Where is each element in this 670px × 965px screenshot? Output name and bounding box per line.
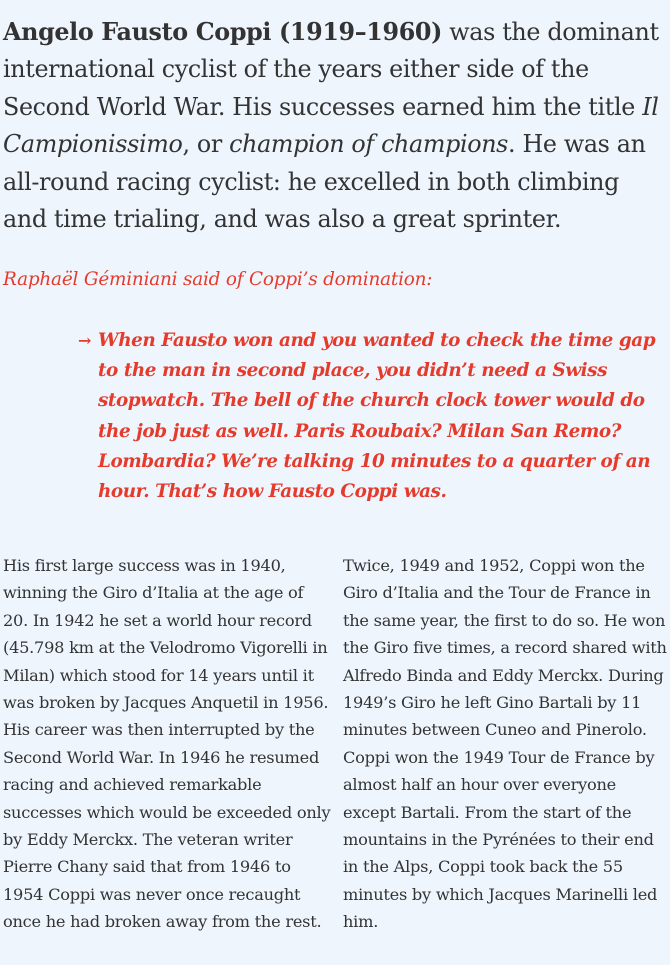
- quote-ending: That’s how Fausto Coppi was.: [155, 481, 447, 503]
- title-italian: Il Campionissimo: [3, 92, 659, 159]
- subject-name: Angelo Fausto Coppi (1919–1960): [3, 18, 443, 46]
- quote-intro: Raphaël Géminiani said of Coppi’s domination:: [3, 269, 433, 290]
- column-left: His first large success was in 1940, winning the Giro d’Italia at the age of 20. In 1942 he set a world hour record (45.798 km at the Velodromo Vigorelli in Milan) which stood for 14 years until it was broken by Jacques Anquetil in 1956. His career was then interrupted by the Second World War. In 1946 he resumed racing and achieved remarkable successes which would be exceeded only by Eddy Merckx. The veteran writer Pierre Chany said that from 1946 to 1954 Coppi was never once recaught once he had broken away from the rest.: [3, 556, 331, 932]
- column-right: Twice, 1949 and 1952, Coppi won the Giro d’Italia and the Tour de France in the same year, the first to do so. He won the Giro five times, a record shared with Alfredo Binda and Eddy Merckx. During 1949’s Giro he left Gino Bartali by 11 minutes between Cuneo and Pinerolo. Coppi won the 1949 Tour de France by almost half an hour over everyone except Bartali. From the start of the mountains in the Pyrénées to their end in the Alps, Coppi took back the 55 minutes by which Jacques Marinelli led him.: [343, 556, 667, 932]
- lead-text-1: was the dominant international cyclist of the years either side of the Second World War. His successes earned him the title: [3, 18, 659, 121]
- quote-text: When Fausto won and you wanted to check the time gap to the man in second place, you didn’t need a Swiss stopwatch. The bell of the church clock tower would do the job just as well. Paris Roubaix? Milan San Remo? Lombardia? We’re talking 10 minutes to a quarter of an hour.: [98, 330, 656, 503]
- lead-text-2: , or: [182, 130, 230, 159]
- lead-text-3: . He was an all-round racing cyclist: he excelled in both climbing and time trialing, and was also a great sprinter.: [3, 130, 646, 234]
- lead-paragraph: [3, 14, 667, 238]
- title-english: champion of champions: [229, 130, 509, 159]
- arrow-right-icon: →: [78, 331, 91, 350]
- pull-quote: [78, 326, 658, 507]
